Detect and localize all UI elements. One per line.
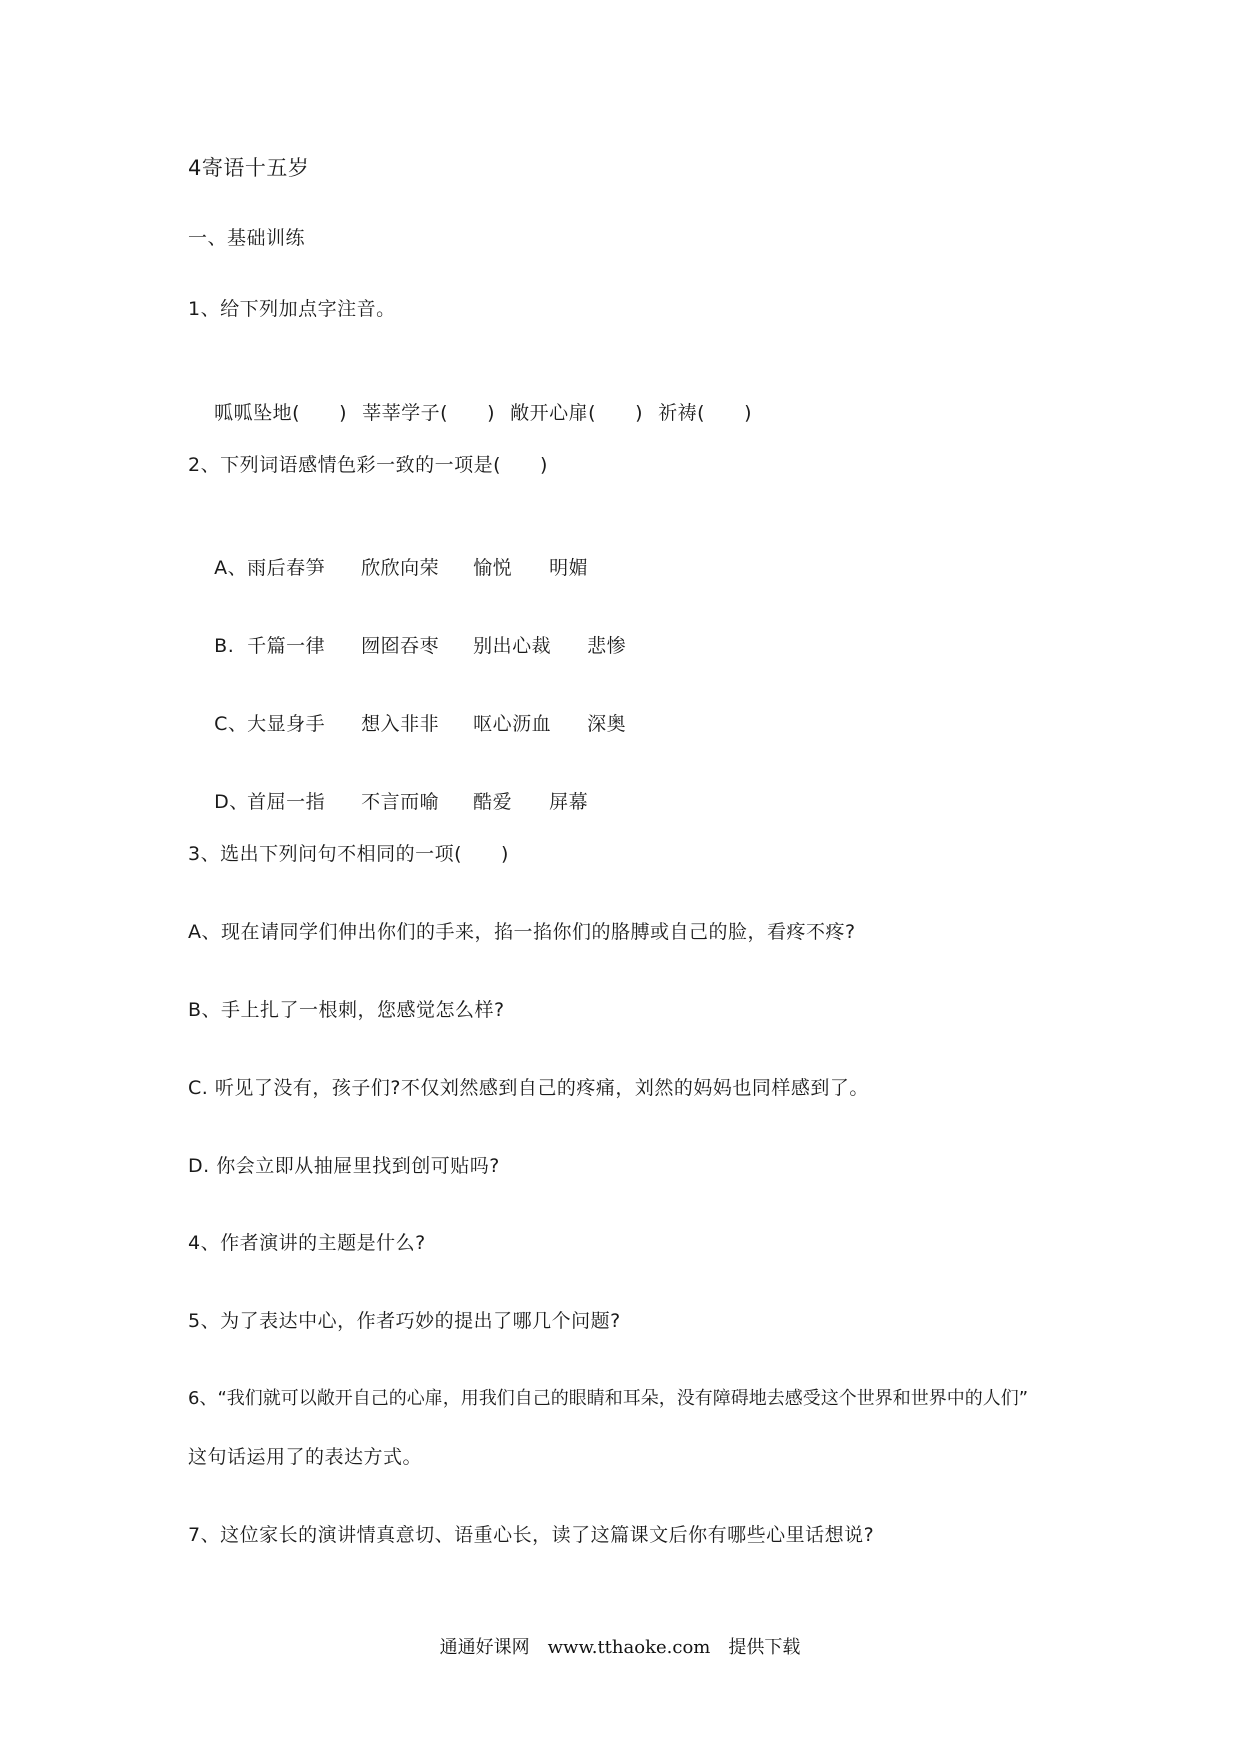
option-word: 呕心沥血: [473, 713, 552, 735]
option-word: 屏幕: [549, 791, 589, 813]
question-6-line-1: 6、“我们就可以敞开自己的心扉，用我们自己的眼睛和耳朵，没有障碍地去感受这个世界和世界中的人们”: [188, 1388, 1029, 1409]
question-2-option-c: [188, 685, 626, 763]
option-word: 千篇一律: [247, 635, 326, 657]
footer-source: 通通好课网 www.tthaoke.com 提供下载: [439, 1637, 801, 1658]
lesson-title: 4寄语十五岁: [188, 156, 310, 180]
option-word: 雨后春笋: [247, 557, 326, 579]
question-1-items: [188, 374, 752, 452]
question-2-option-b: [188, 607, 626, 685]
question-7: 7、这位家长的演讲情真意切、语重心长，读了这篇课文后你有哪些心里话想说?: [188, 1524, 875, 1546]
option-word: 悲惨: [587, 635, 627, 657]
question-3-prompt: 3、选出下列问句不相同的一项( ): [188, 843, 509, 865]
option-word: 首屈一指: [247, 791, 326, 813]
pinyin-item: 祈祷( ): [658, 402, 752, 424]
question-3-option-a: A、现在请同学们伸出你们的手来，掐一掐你们的胳膊或自己的脸，看疼不疼?: [188, 921, 856, 943]
question-4: 4、作者演讲的主题是什么?: [188, 1232, 426, 1254]
question-3-option-c: C. 听见了没有，孩子们?不仅刘然感到自己的疼痛，刘然的妈妈也同样感到了。: [188, 1077, 869, 1099]
option-label: C、: [214, 713, 248, 735]
question-3-option-b: B、手上扎了一根刺，您感觉怎么样?: [188, 999, 505, 1021]
pinyin-item: 呱呱坠地( ): [214, 402, 347, 424]
option-word: 别出心裁: [473, 635, 552, 657]
question-2-option-a: [188, 529, 588, 607]
option-word: 想入非非: [361, 713, 440, 735]
question-6-line-2: 这句话运用了的表达方式。: [188, 1446, 423, 1468]
option-label: A、: [214, 557, 248, 579]
section-heading: 一、基础训练: [188, 227, 306, 249]
option-label: D、: [214, 791, 249, 813]
option-word: 明媚: [549, 557, 589, 579]
option-word: 深奥: [587, 713, 627, 735]
option-word: 囫囵吞枣: [361, 635, 440, 657]
option-label: B.: [214, 635, 235, 657]
question-1-prompt: 1、给下列加点字注音。: [188, 298, 396, 320]
question-2-prompt: 2、下列词语感情色彩一致的一项是( ): [188, 454, 548, 476]
option-word: 大显身手: [247, 713, 326, 735]
pinyin-item: 莘莘学子( ): [362, 402, 495, 424]
option-word: 不言而喻: [361, 791, 440, 813]
question-2-option-d: [188, 763, 588, 841]
option-word: 酷爱: [473, 791, 513, 813]
question-5: 5、为了表达中心，作者巧妙的提出了哪几个问题?: [188, 1310, 621, 1332]
option-word: 愉悦: [473, 557, 513, 579]
question-3-option-d: D. 你会立即从抽屉里找到创可贴吗?: [188, 1155, 500, 1177]
option-word: 欣欣向荣: [361, 557, 440, 579]
pinyin-item: 敞开心扉( ): [510, 402, 643, 424]
